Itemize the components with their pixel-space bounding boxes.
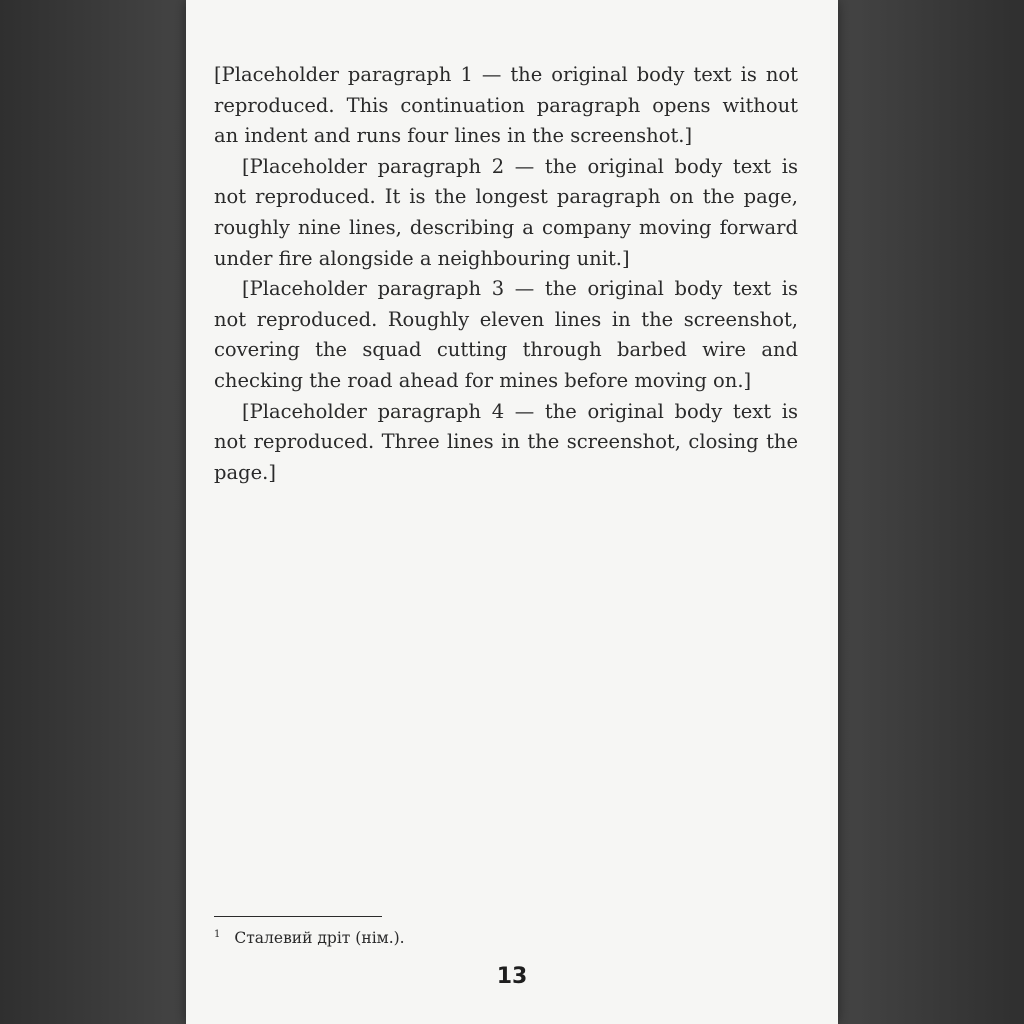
- footnote-marker: 1: [214, 929, 221, 940]
- footnote-divider: [214, 916, 382, 917]
- footnote-text: Сталевий дріт (нім.).: [234, 929, 405, 948]
- footnote: [214, 924, 798, 949]
- paragraph-2: [Placeholder paragraph 2 — the original body text is not reproduced. It is the longest paragraph on the page, roughly nine lines, describing a company moving forward under fire alongside a neighbouring unit.]: [214, 154, 798, 270]
- paragraph-3: [Placeholder paragraph 3 — the original body text is not reproduced. Roughly eleven lines in the screenshot, covering the squad cutting through barbed wire and checking the road ahead for mines before moving on.]: [214, 277, 798, 392]
- body-text: [214, 60, 798, 488]
- page-number: 13: [496, 964, 528, 989]
- paragraph-4: [Placeholder paragraph 4 — the original body text is not reproduced. Three lines in the screenshot, closing the page.]: [214, 399, 798, 484]
- paragraph-1: [Placeholder paragraph 1 — the original body text is not reproduced. This continuation paragraph opens without an indent and runs four lines in the screenshot.]: [214, 63, 798, 148]
- book-page: [186, 0, 838, 1024]
